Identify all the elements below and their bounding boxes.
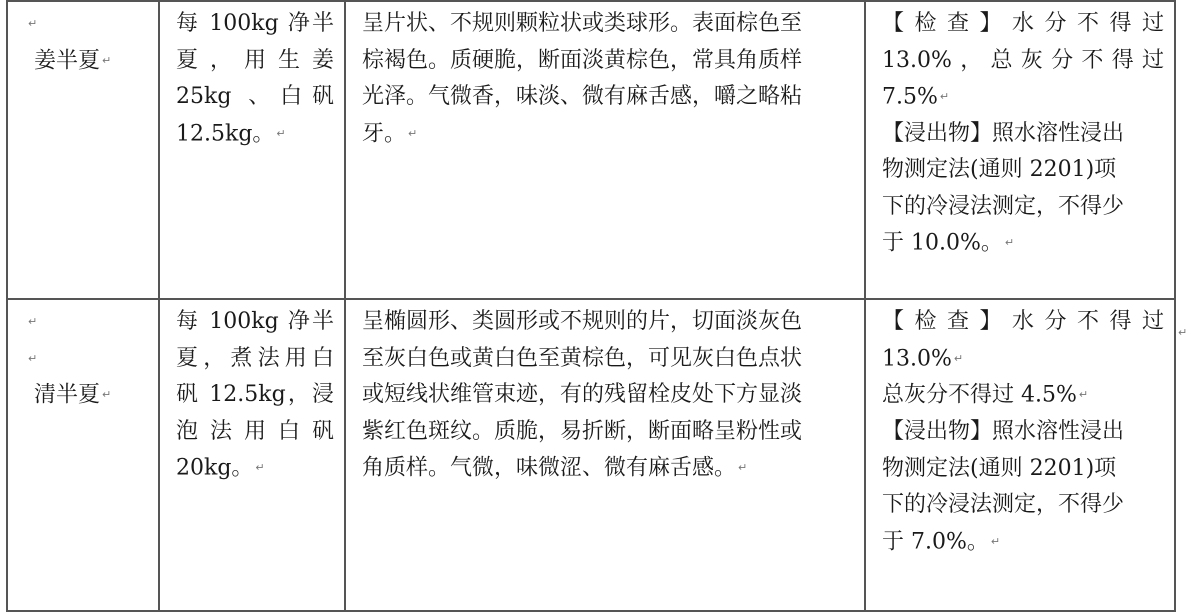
inspection-line: 【浸出物】照水溶性浸出 bbox=[882, 419, 1125, 444]
method-line: 矾 12.5kg，浸 bbox=[176, 382, 334, 407]
description-line: 呈椭圆形、类圆形或不规则的片，切面淡灰色 bbox=[362, 309, 803, 334]
inspection-line: 【检查】水分不得过 bbox=[882, 309, 1164, 334]
inspection-line: 【检查】水分不得过 bbox=[882, 11, 1164, 36]
method-line: 25kg 、白矾 bbox=[176, 84, 334, 109]
herb-name: 姜半夏 bbox=[34, 47, 101, 73]
paragraph-mark: ↵ bbox=[28, 351, 38, 365]
paragraph-mark: ↵ bbox=[1004, 236, 1015, 250]
inspection-line: 于 7.0%。 bbox=[882, 528, 989, 554]
processing-spec-table bbox=[6, 0, 1176, 612]
paragraph-mark: ↵ bbox=[1178, 326, 1188, 339]
name-cell bbox=[7, 1, 159, 299]
inspection-line: 【浸出物】照水溶性浸出 bbox=[882, 120, 1125, 146]
paragraph-mark: ↵ bbox=[990, 534, 1001, 548]
method-line: 泡法用白矾 bbox=[176, 418, 334, 444]
inspection-line: 13.0% bbox=[882, 345, 952, 371]
table-row bbox=[7, 1, 1175, 299]
paragraph-mark: ↵ bbox=[255, 461, 265, 474]
name-cell bbox=[7, 299, 159, 611]
inspection-cell bbox=[865, 1, 1175, 299]
description-line: 紫红色斑纹。质脆，易折断，断面略呈粉性或 bbox=[362, 418, 803, 444]
description-cell bbox=[345, 1, 865, 299]
inspection-line: 总灰分不得过 4.5% bbox=[882, 382, 1077, 408]
inspection-cell bbox=[865, 299, 1175, 611]
inspection-line: 13.0%，总灰分不得过 bbox=[882, 47, 1164, 73]
description-line: 或短线状维管束迹，有的残留栓皮处下方显淡 bbox=[362, 382, 803, 407]
description-line: 牙。 bbox=[362, 120, 407, 146]
paragraph-mark: ↵ bbox=[28, 315, 38, 328]
description-line: 棕褐色。质硬脆，断面淡黄棕色，常具角质样 bbox=[362, 47, 803, 73]
description-line: 角质样。气微，味微涩、微有麻舌感。 bbox=[362, 455, 737, 481]
method-line: 20kg。 bbox=[176, 455, 254, 481]
paragraph-mark: ↵ bbox=[28, 17, 38, 30]
inspection-line: 7.5% bbox=[882, 84, 938, 110]
paragraph-mark: ↵ bbox=[408, 126, 418, 140]
description-line: 光泽。气微香，味淡、微有麻舌感，嚼之略粘 bbox=[362, 84, 803, 109]
herb-name: 清半夏 bbox=[34, 382, 101, 408]
description-line: 呈片状、不规则颗粒状或类球形。表面棕色至 bbox=[362, 11, 803, 36]
inspection-line: 物测定法(通则 2201)项 bbox=[882, 455, 1117, 481]
inspection-line: 下的冷浸法测定，不得少 bbox=[882, 492, 1125, 517]
paragraph-mark: ↵ bbox=[939, 90, 950, 103]
paragraph-mark: ↵ bbox=[102, 388, 112, 401]
method-cell bbox=[159, 1, 345, 299]
paragraph-mark: ↵ bbox=[1078, 388, 1089, 402]
description-cell bbox=[345, 299, 865, 611]
inspection-line: 下的冷浸法测定，不得少 bbox=[882, 193, 1125, 219]
method-line: 夏，煮法用白 bbox=[176, 345, 334, 371]
method-line: 夏，用生姜 bbox=[176, 47, 334, 73]
paragraph-mark: ↵ bbox=[953, 351, 964, 365]
inspection-line: 物测定法(通则 2201)项 bbox=[882, 157, 1117, 183]
paragraph-mark: ↵ bbox=[276, 126, 286, 140]
method-cell bbox=[159, 299, 345, 611]
method-line: 每 100kg 净半 bbox=[176, 11, 334, 36]
inspection-line: 于 10.0%。 bbox=[882, 230, 1003, 256]
method-line: 12.5kg。 bbox=[176, 120, 275, 146]
description-line: 至灰白色或黄白色至黄棕色，可见灰白色点状 bbox=[362, 345, 803, 371]
paragraph-mark: ↵ bbox=[738, 461, 748, 474]
method-line: 每 100kg 净半 bbox=[176, 309, 334, 334]
paragraph-mark: ↵ bbox=[102, 53, 112, 67]
table-row bbox=[7, 299, 1175, 611]
